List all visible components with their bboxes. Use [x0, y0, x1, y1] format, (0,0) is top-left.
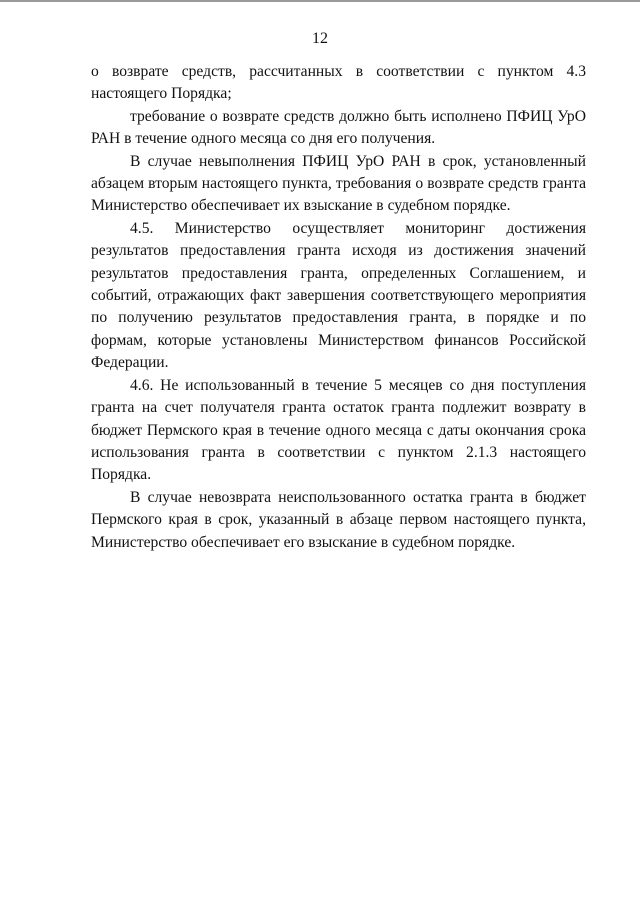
paragraph-return-deadline: требование о возврате средств должно быть исполнено ПФИЦ УрО РАН в течение одного месяца со дня его получения. — [91, 107, 586, 148]
paragraph-return-calculated-funds: о возврате средств, рассчитанных в соответствии с пунктом 4.3 настоящего Порядка; — [91, 63, 586, 103]
paragraph-unused-balance-recovery: В случае невозврата неиспользованного остатка гранта в бюджет Пермского края в срок, указанный в абзаце первом настоящего пункта, Министерство обеспечивает его взыскание в судебном порядке. — [91, 488, 586, 551]
document-body — [91, 61, 586, 554]
paragraph-clause-4-6: 4.6. Не использованный в течение 5 месяцев со дня поступления гранта на счет получателя гранта остаток гранта подлежит возврату в бюджет Пермского края в течение одного месяца с даты окончания срока использования гранта в соответствии с пунктом 2.1.3 настоящего Порядка. — [91, 376, 586, 484]
page-number: 12 — [312, 30, 328, 47]
top-edge-rule — [0, 0, 640, 2]
paragraph-clause-4-5: 4.5. Министерство осуществляет мониторинг достижения результатов предоставления гранта исходя из достижения значений результатов предоставления гранта, определенных Соглашением, и событий, отражающих факт завершения соответствующего мероприятия по получению результатов предоставления гранта, в порядке и по формам, которые установлены Министерством финансов Российской Федерации. — [91, 219, 586, 372]
paragraph-court-recovery: В случае невыполнения ПФИЦ УрО РАН в срок, установленный абзацем вторым настоящего пункта, требования о возврате средств гранта Министерство обеспечивает их взыскание в судебном порядке. — [91, 152, 586, 215]
